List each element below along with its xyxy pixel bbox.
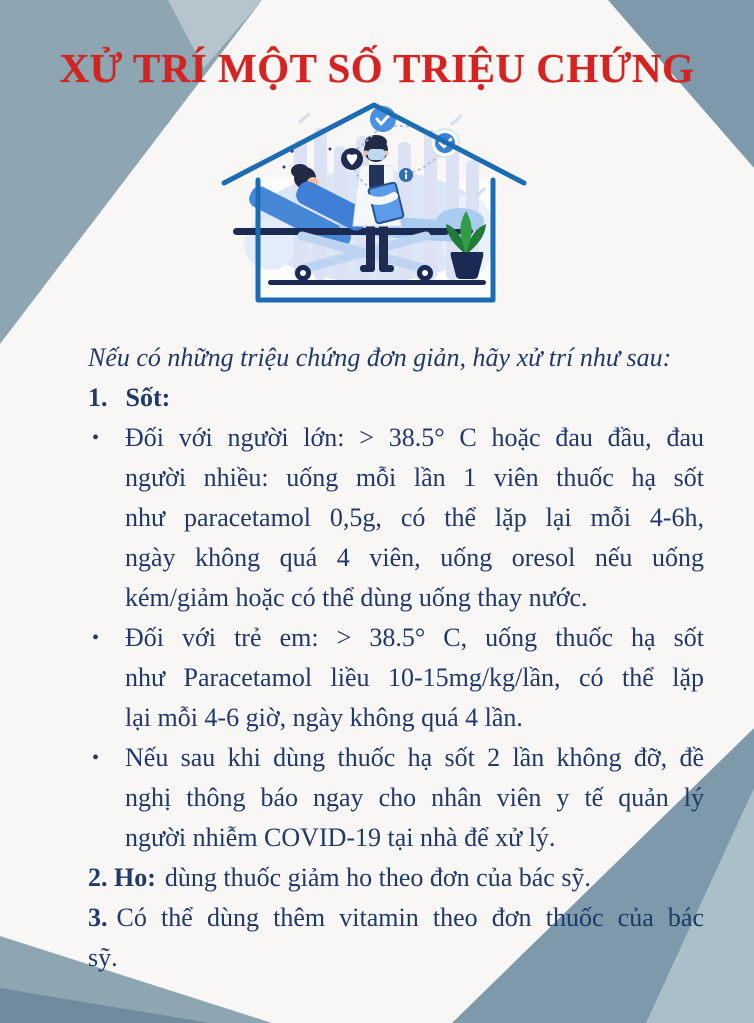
- text-line: Nếu sau khi dùng thuốc hạ sốt 2 lần không đỡ, đề: [125, 743, 704, 772]
- backdrop-blob-left: [244, 218, 296, 270]
- intro-line: Nếu có những triệu chứng đơn giản, hãy xử trí như sau:: [88, 343, 672, 372]
- doctor-shoe: [379, 265, 394, 272]
- item2-text: dùng thuốc giảm ho theo đơn của bác sỹ.: [164, 863, 591, 892]
- item2-prefix: 2. Ho:: [88, 863, 156, 892]
- item1-heading-label: Sốt:: [125, 383, 171, 412]
- item1-heading: [88, 378, 704, 418]
- content-block: [88, 338, 704, 978]
- item3-prefix: 3.: [88, 903, 108, 932]
- item3-text: Có thể dùng thêm vitamin theo đơn thuốc của bác: [116, 903, 704, 932]
- item3-line-2: sỹ.: [88, 943, 118, 972]
- doctor-face-mask: [368, 149, 385, 160]
- text-line: người nhiều: uống mỗi lần 1 viên thuốc hạ sốt: [125, 463, 704, 492]
- heart-badge-icon: [341, 148, 363, 170]
- bullet-marker: •: [92, 427, 100, 449]
- bullet-marker: •: [92, 747, 100, 769]
- bullet-item-no-relief: [88, 738, 704, 858]
- text-line: nghị thông báo ngay cho nhân viên y tế quản lý: [125, 783, 704, 812]
- info-badge-icon: [399, 168, 413, 182]
- text-line: ngày không quá 4 viên, uống oresol nếu uống: [125, 543, 704, 572]
- bullet-item-children: [88, 618, 704, 738]
- item1-number: 1.: [88, 383, 108, 412]
- text-line: Đối với người lớn: > 38.5° C hoặc đau đầu, đau: [125, 423, 704, 452]
- text-line: Đối với trẻ em: > 38.5° C, uống thuốc hạ sốt: [125, 623, 704, 652]
- house-illustration: [224, 105, 524, 300]
- item2-line: [88, 858, 704, 898]
- text-line: lại mỗi 4-6 giờ, ngày không quá 4 lần.: [125, 703, 523, 732]
- doctor-leg: [379, 220, 388, 268]
- floor-line: [268, 280, 486, 285]
- bullet-marker: •: [92, 627, 100, 649]
- text-line: kém/giảm hoặc có thể dùng uống thay nước.: [125, 583, 588, 612]
- bullet-item-adults: [88, 418, 704, 618]
- text-line: người nhiễm COVID-19 tại nhà để xử lý.: [125, 823, 556, 852]
- doctor-shoe: [360, 265, 375, 272]
- text-line: như paracetamol 0,5g, có thể lặp lại mỗi 4-6h,: [125, 503, 704, 532]
- page-title: XỬ TRÍ MỘT SỐ TRIỆU CHỨNG: [59, 45, 695, 91]
- item3-line: [88, 898, 704, 938]
- text-line: như Paracetamol liều 10-15mg/kg/lần, có thể lặp: [125, 663, 704, 692]
- doctor-leg: [366, 220, 375, 268]
